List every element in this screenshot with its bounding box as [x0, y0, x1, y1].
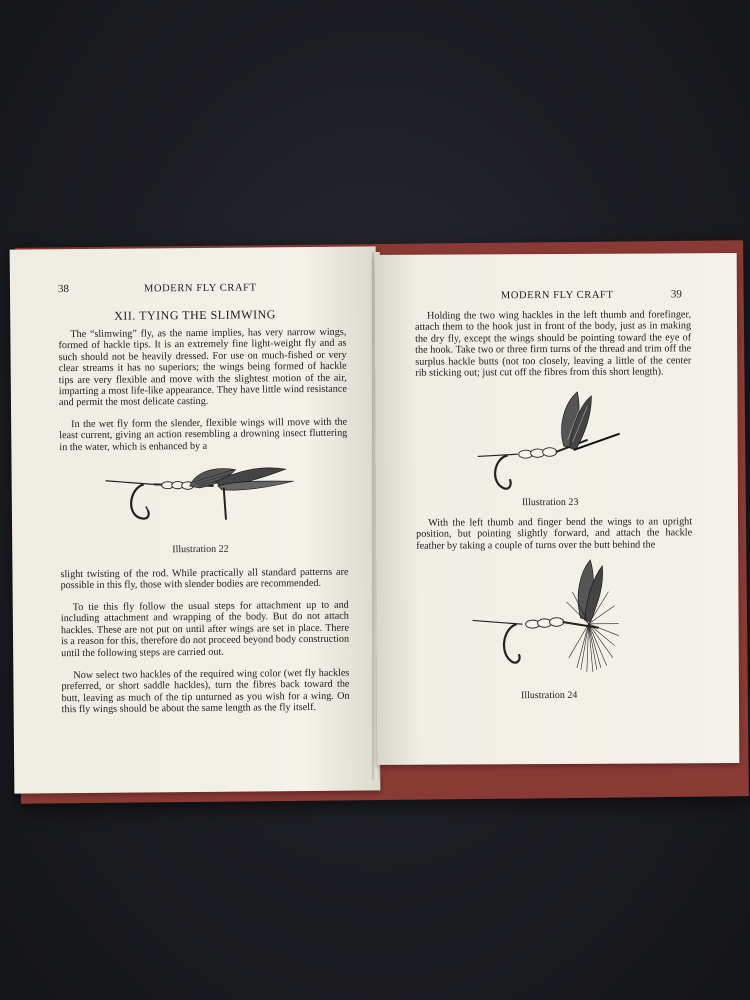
- paragraph: Now select two hackles of the required wing color (wet fly hackles preferred, or short saddle hackles), turn the fibres back toward the butt, leaving as much of the tip unturned as you wish for a wing. On this fly wings should be about the same length as the fly itself.: [61, 667, 350, 716]
- illustration-caption: Illustration 24: [520, 689, 578, 702]
- running-head: MODERN FLY CRAFT: [500, 289, 614, 302]
- fly-illustration-23: [477, 384, 628, 495]
- paragraph: Holding the two wing hackles in the left thumb and forefinger, attach them to the hook just in front of the body, just as in making the dry fly, except the wings should be pointing toward the eye of the hook. Take two or three firm turns of the thread and trim off the surplus hackle butts (not too closely, leaving a little of the center rib sticking out; just cut off the fibres from this short length).: [415, 309, 692, 379]
- paragraph: To tie this fly follow the usual steps for attachment up to and including attachment and wrapping of the body. But do not attach hackles. These are not put on until after wings are set in place. There is a reason for this, therefore do not proceed beyond body construction until the following steps are carried out.: [60, 599, 350, 659]
- paragraph: The “slimwing” fly, as the name implies, has very narrow wings, formed of hackle tips. It is an extremely fine light-weight fly and as such should not be heavily dressed. For use on much-fished or very clear streams it has no superiors; the wings being formed of hackle tips are very flexible and move with the slightest motion of the air, imparting a most life-like appearance. They have little wind resistance and permit the most delicate casting.: [58, 326, 347, 409]
- paragraph: slight twisting of the rod. While practically all standard patterns are possible in this fly, those with slender bodies are recommended.: [60, 566, 349, 592]
- right-page: [375, 253, 740, 765]
- running-head: MODERN FLY CRAFT: [143, 282, 257, 295]
- paragraph: With the left thumb and finger bend the wings to an upright position, but pointing slightly forward, and attach the hackle feather by taking a couple of turns over the butt behind the: [416, 516, 693, 552]
- illustration-caption: Illustration 23: [521, 496, 579, 509]
- fly-illustration-24: [472, 558, 633, 679]
- page-number: 39: [670, 288, 682, 301]
- illustration-caption: Illustration 22: [172, 543, 229, 556]
- fly-illustration-22: [103, 459, 304, 531]
- paragraph: In the wet fly form the slender, flexible wings will move with the least current, giving an action resembling a drowning insect fluttering in the water, which is enhanced by a: [59, 416, 348, 453]
- left-page: [10, 246, 381, 793]
- page-number: 38: [57, 283, 70, 296]
- chapter-title: XII. TYING THE SLIMWING: [114, 307, 276, 323]
